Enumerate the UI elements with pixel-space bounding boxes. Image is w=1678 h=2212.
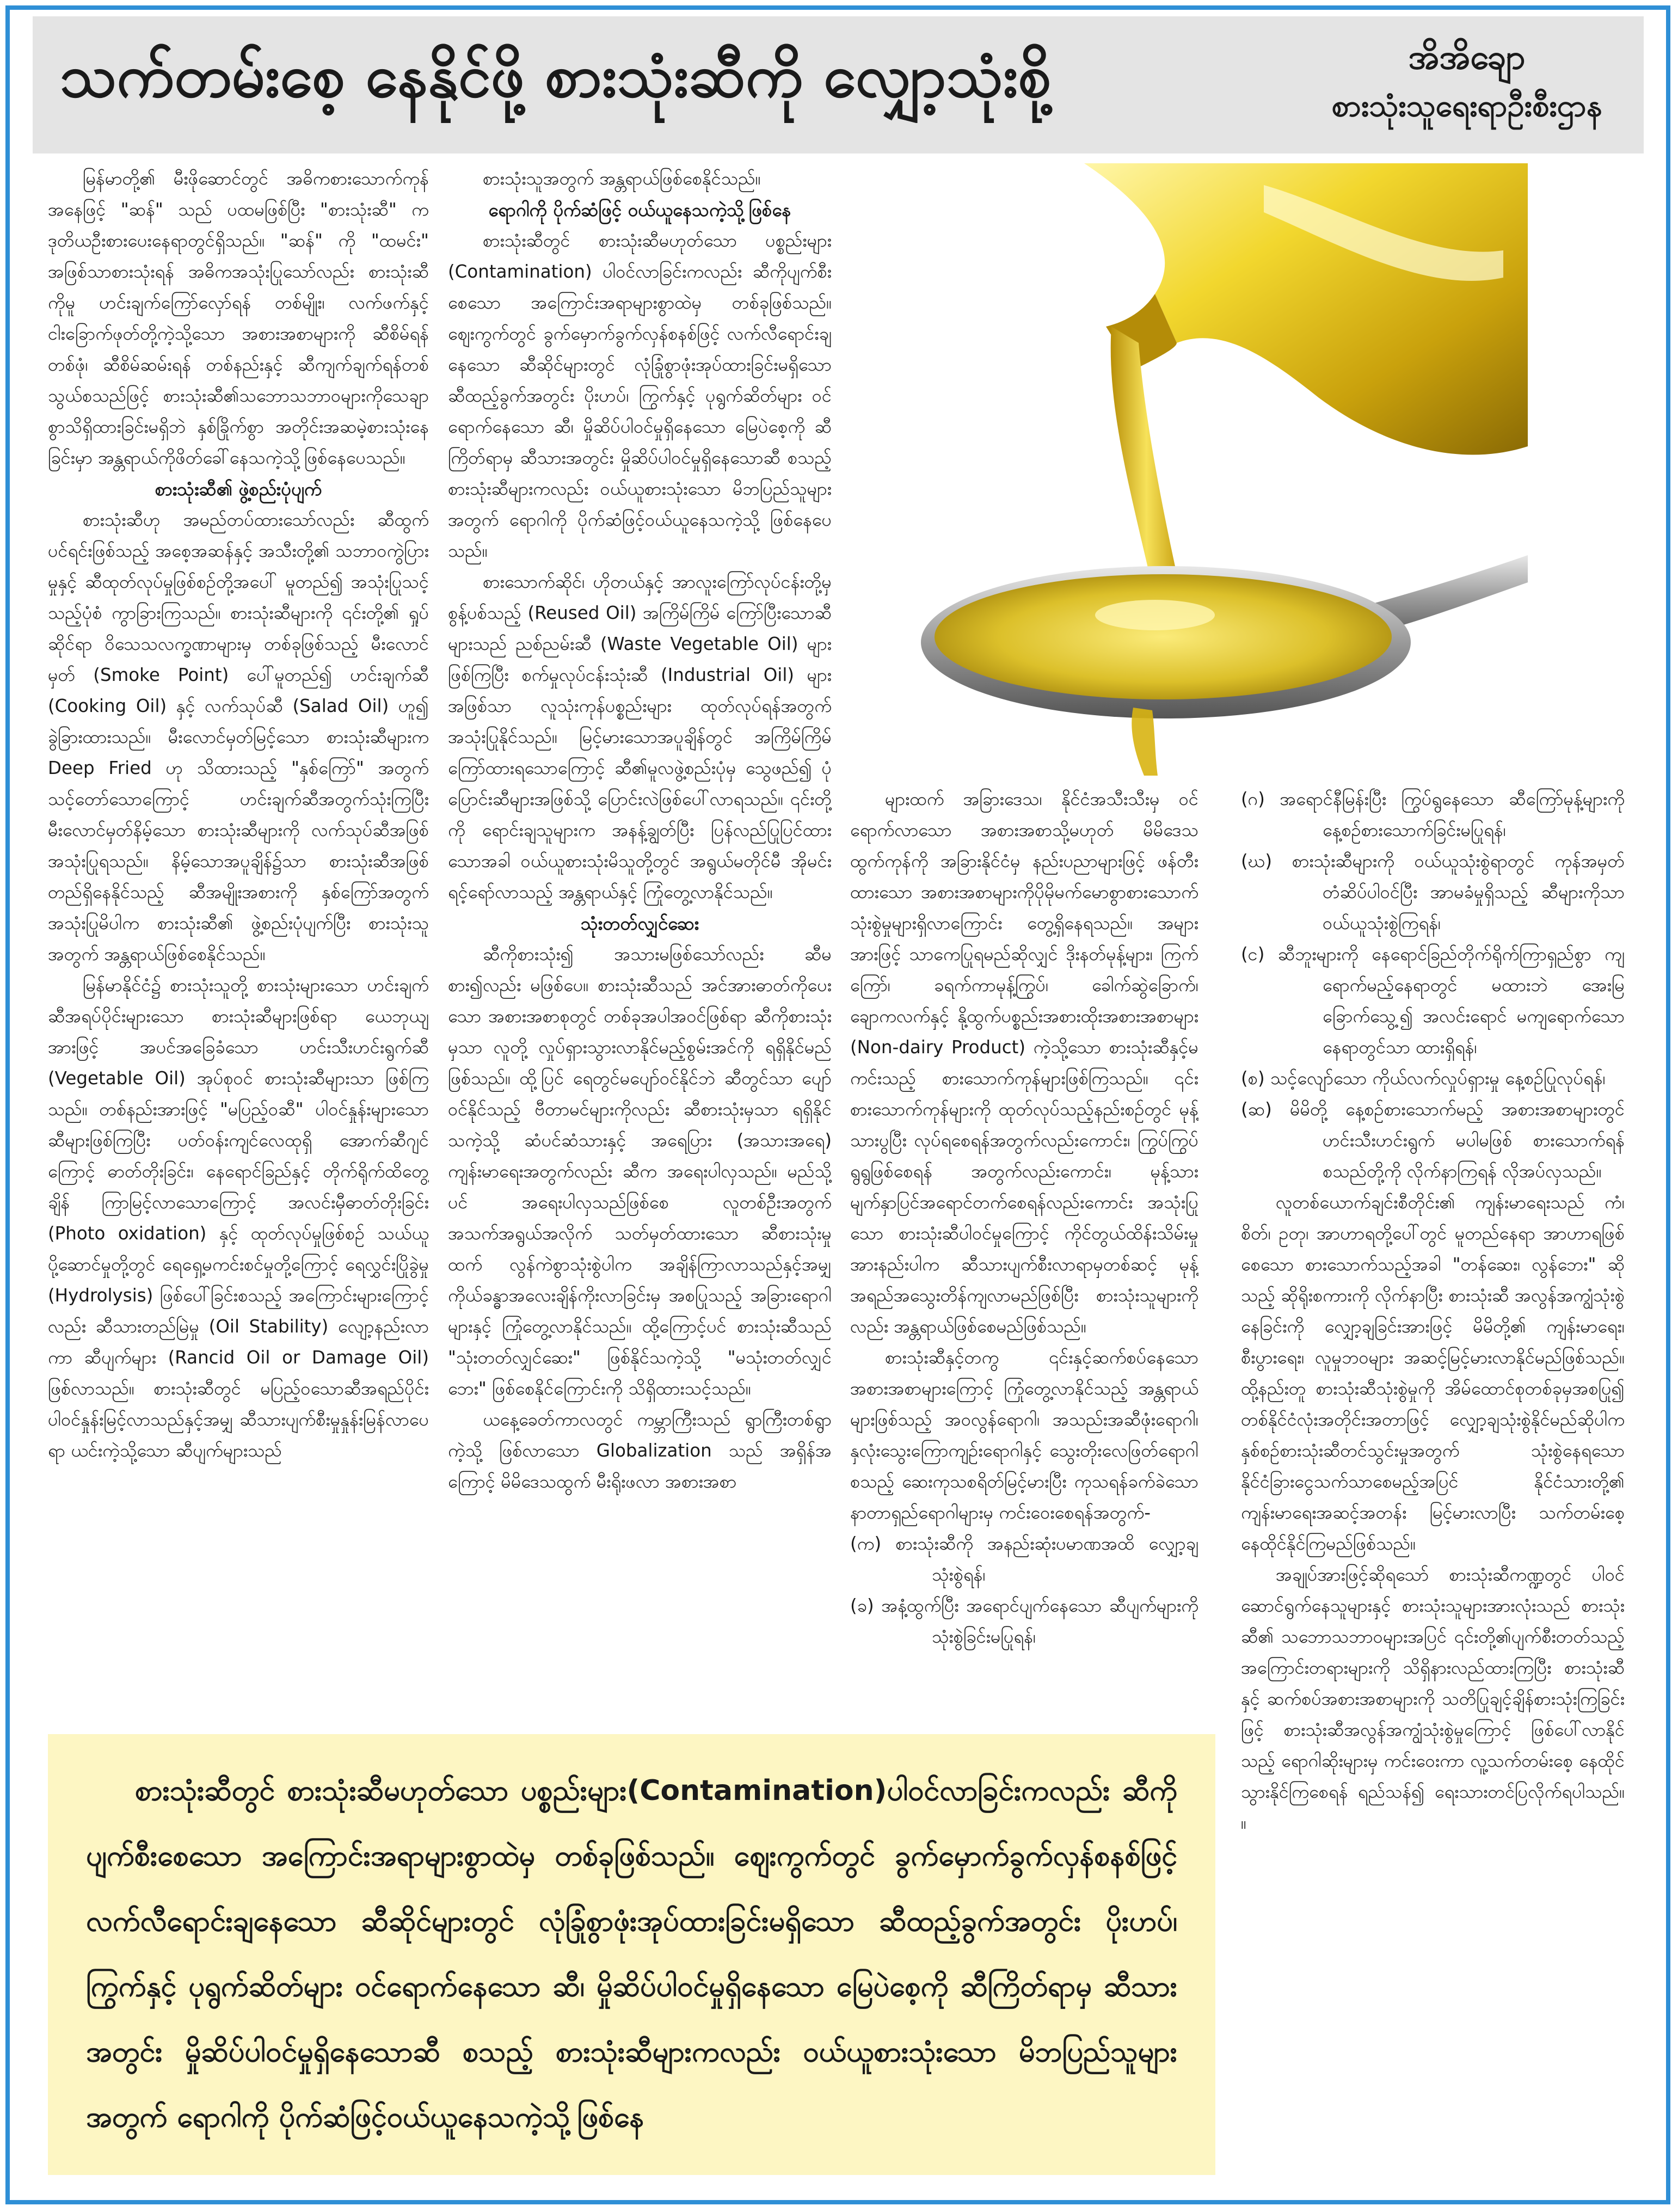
list-item: (ဆ) မိမိတို့ နေ့စဉ်စားသောက်မည့် အစားအစာများတွင် ဟင်းသီးဟင်းရွက် မပါမဖြစ် စားသောက်ရန် စသည်တို့ကို လိုက်နာကြရန် လိုအပ်လှသည်။ <box>1241 1099 1625 1182</box>
col4-paragraph-1: လူတစ်ယောက်ချင်းစီတိုင်း၏ ကျန်းမာရေးသည် ကံ၊ စိတ်၊ ဥတု၊ အာဟာရတို့ပေါ်တွင် မူတည်နေရာ အာဟာရဖြစ်စေသော စားသောက်သည့်အခါ "တန်ဆေး၊ လွန်ဘေး" ဆိုသည့် ဆိုရိုးစကားကို လိုက်နာပြီး စားသုံးဆီ အလွန်အကျွံသုံးစွဲနေခြင်းကို လျှော့ချခြင်းအားဖြင့် မိမိတို့၏ ကျန်းမာရေး၊ စီးပွားရေး၊ လူမှုဘဝများ အဆင့်မြင့်မားလာနိုင်မည်ဖြစ်သည်။ ထို့နည်းတူ စားသုံးဆီသုံးစွဲမှုကို အိမ်ထောင်စုတစ်ခုမှအစပြု၍ တစ်နိုင်ငံလုံးအတိုင်းအတာဖြင့် လျှော့ချသုံးစွဲနိုင်မည်ဆိုပါက နှစ်စဉ်စားသုံးဆီတင်သွင်းမှုအတွက် သုံးစွဲနေရသော နိုင်ငံခြားငွေသက်သာစေမည့်အပြင် နိုင်ငံသားတို့၏ ကျန်းမာရေးအဆင့်အတန်း မြင့်မားလာပြီး သက်တမ်းစေ့ နေထိုင်နိုင်ကြမည်ဖြစ်သည်။ <box>1241 1192 1625 1554</box>
column-2 <box>448 163 832 1731</box>
col2-subheading-2: သုံးတတ်လျှင်ဆေး <box>580 913 699 934</box>
author-organization: စားသုံးသူရေးရာဦးစီးဌာန <box>1331 88 1602 124</box>
col2-paragraph-1: စားသုံးသူအတွက် အန္တရာယ်ဖြစ်စေနိုင်သည်။ <box>483 168 761 189</box>
oil-spoon-illustration <box>850 163 1528 776</box>
pull-quote-box <box>48 1734 1215 2175</box>
byline <box>1301 33 1633 142</box>
list-item: (င) ဆီဘူးများကို နေရောင်ခြည်တိုက်ရိုက်ကြာရှည်စွာ ကျရောက်မည့်နေရာတွင် မထားဘဲ အေးမြခြောက်သွေ့၍ အလင်းရောင် မကျရောက်သောနေရာတွင်သာ ထားရှိရန်၊ <box>1241 944 1625 1058</box>
oil-pouring-photo <box>850 163 1528 776</box>
col2-subheading-1: ရောဂါကို ပိုက်ဆံဖြင့် ဝယ်ယူနေသကဲ့သို့ဖြစ်နေ <box>488 199 791 220</box>
col4-paragraph-2: အချုပ်အားဖြင့်ဆိုရသော် စားသုံးဆီကဏ္ဍတွင် ပါဝင်ဆောင်ရွက်နေသူများနှင့် စားသုံးသူများအားလုံးသည် စားသုံးဆီ၏ သဘောသဘာဝများအပြင် ၎င်းတို့၏ပျက်စီးတတ်သည့် အကြောင်းတရားများကို သိရှိနားလည်ထားကြပြီး စားသုံးဆီနှင့် ဆက်စပ်အစားအစာများကို သတိပြုချင့်ချိန်စားသုံးကြခြင်းဖြင့် စားသုံးဆီအလွန်အကျွံသုံးစွဲမှုကြောင့် ဖြစ်ပေါ်လာနိုင်သည့် ရောဂါဆိုးများမှ ကင်းဝေးကာ လူ့သက်တမ်းစေ့ နေထိုင်သွားနိုင်ကြစေရန် ရည်သန်၍ ရေးသားတင်ပြလိုက်ရပါသည်။ ။ <box>1241 1564 1625 1833</box>
col3-paragraph-2: စားသုံးဆီနှင့်တကွ ၎င်းနှင့်ဆက်စပ်နေသော အစားအစာများကြောင့် ကြုံတွေ့လာနိုင်သည့် အန္တရာယ်များဖြစ်သည့် အဝလွန်ရောဂါ၊ အသည်းအဆီဖုံးရောဂါ၊ နှလုံးသွေးကြောကျဉ်းရောဂါနှင့် သွေးတိုးလေဖြတ်ရောဂါစသည့် ဆေးကုသစရိတ်မြင့်မားပြီး ကုသရန်ခက်ခဲသော နာတာရှည်ရောဂါများမှ ကင်းဝေးစေရန်အတွက်- <box>850 1347 1198 1523</box>
col1-subheading-1: စားသုံးဆီ၏ ဖွဲ့စည်းပုံပျက် <box>155 478 322 500</box>
col2-paragraph-3: စားသောက်ဆိုင်၊ ဟိုတယ်နှင့် အာလူးကြော်လုပ်ငန်းတို့မှ စွန့်ပစ်သည့် (Reused Oil) အကြိမ်ကြိမ် ကြော်ပြီးသောဆီများသည် ညစ်ညမ်းဆီ (Waste Vegetable Oil) များဖြစ်ကြပြီး စက်မှုလုပ်ငန်းသုံးဆီ (Industrial Oil) များအဖြစ်သာ လူသုံးကုန်ပစ္စည်းများ ထုတ်လုပ်ရန်အတွက် အသုံးပြုနိုင်သည်။ မြင့်မားသောအပူချိန်တွင် အကြိမ်ကြိမ်ကြော်ထားရသောကြောင့် ဆီ၏မူလဖွဲ့စည်းပုံမှ သွေဖည်၍ ပုံပြောင်းဆီများအဖြစ်သို့ ပြောင်းလဲဖြစ်ပေါ်လာရသည်။ ၎င်းတို့ကို ရောင်းချသူများက အနန့်ချွတ်ပြီး ပြန်လည်ပြုပြင်ထားသောအခါ ဝယ်ယူစားသုံးမိသူတို့တွင် အရွယ်မတိုင်မီ အိုမင်းရင့်ရော်လာသည့် အန္တရာယ်နှင့် ကြုံတွေ့လာနိုင်သည်။ <box>448 572 832 902</box>
list-item: (စ) သင့်လျော်သော ကိုယ်လက်လှုပ်ရှားမှု နေ့စဉ်ပြုလုပ်ရန်၊ <box>1241 1068 1606 1089</box>
column-1 <box>48 163 429 1731</box>
list-item: (ဃ) စားသုံးဆီများကို ဝယ်ယူသုံးစွဲရာတွင် ကုန်အမှတ်တံဆိပ်ပါဝင်ပြီး အာမခံမှုရှိသည့် ဆီများကိုသာ ဝယ်ယူသုံးစွဲကြရန်၊ <box>1241 851 1625 933</box>
col1-paragraph-1: မြန်မာတို့၏ မီးဖိုဆောင်တွင် အဓိကစားသောက်ကုန်အနေဖြင့် "ဆန်" သည် ပထမဖြစ်ပြီး "စားသုံးဆီ" က ဒုတိယဦးစားပေးနေရာတွင်ရှိသည်။ "ဆန်" ကို "ထမင်း" အဖြစ်သာစားသုံးရန် အဓိကအသုံးပြုသော်လည်း စားသုံးဆီကိုမူ ဟင်းချက်ကြော်လှော်ရန် တစ်မျိုး၊ လက်ဖက်နှင့် ငါးခြောက်ဖုတ်တို့ကဲ့သို့သော အစားအစာများကို ဆီစိမ်ရန်တစ်ဖုံ၊ ဆီစိမ်ဆမ်းရန် တစ်နည်းနှင့် ဆီကျက်ချက်ရန်တစ်သွယ်စသည်ဖြင့် စားသုံးဆီ၏သဘောသဘာဝများကိုသေချာစွာသိရှိထားခြင်းမရှိဘဲ နှစ်ခြိုက်စွာ အတိုင်းအဆမဲ့စားသုံးနေခြင်းမှာ အန္တရာယ်ကိုဖိတ်ခေါ်နေသကဲ့သို့ဖြစ်နေပေသည်။ <box>48 168 429 468</box>
col1-paragraph-3: မြန်မာနိုင်ငံ၌ စားသုံးသူတို့ စားသုံးများသော ဟင်းချက်ဆီအရပ်ပိုင်းများသော စားသုံးဆီများဖြစ်ရာ ယေဘုယျအားဖြင့် အပင်အခြေခံသော ဟင်းသီးဟင်းရွက်ဆီ (Vegetable Oil) အုပ်စုဝင် စားသုံးဆီများသာ ဖြစ်ကြသည်။ တစ်နည်းအားဖြင့် "မပြည့်ဝဆီ" ပါဝင်နှုန်းများသော ဆီများဖြစ်ကြပြီး ပတ်ဝန်းကျင်လေထုရှိ အောက်ဆီဂျင်ကြောင့် ဓာတ်တိုးခြင်း၊ နေရောင်ခြည်နှင့် တိုက်ရိုက်ထိတွေ့ချိန် ကြာမြင့်လာသောကြောင့် အလင်းမှီဓာတ်တိုးခြင်း (Photo oxidation) နှင့် ထုတ်လုပ်မှုဖြစ်စဉ် သယ်ယူပို့ဆောင်မှုတို့တွင် ရေရှေ့မကင်းစင်မှုတို့ကြောင့် ရေလွှင်းပြိုခွဲမှု (Hydrolysis) ဖြစ်ပေါ်ခြင်းစသည့် အကြောင်းများကြောင့်လည်း ဆီသားတည်မြဲမှု (Oil Stability) လျော့နည်းလာကာ ဆီပျက်များ (Rancid Oil or Damage Oil) ဖြစ်လာသည်။ စားသုံးဆီတွင် မပြည့်ဝသောဆီအရည်ပိုင်း ပါဝင်နှုန်းမြင့်လာသည်နှင့်အမျှ ဆီသားပျက်စီးမှုနှုန်းမြန်လာပေရာ ယင်းကဲ့သို့သော ဆီပျက်များသည် <box>48 975 429 1461</box>
column-4 <box>1241 784 1625 2177</box>
col4-advice-list <box>1241 784 1625 1187</box>
list-item: (က) စားသုံးဆီကို အနည်းဆုံးပမာဏအထိ လျှော့ချသုံးစွဲရန်၊ <box>850 1533 1198 1585</box>
col2-paragraph-4: ဆီကိုစားသုံး၍ အသားမဖြစ်သော်လည်း ဆီမစား၍လည်း မဖြစ်ပေ။ စားသုံးဆီသည် အင်အားဓာတ်ကိုပေးသော အစားအစာစုတွင် တစ်ခုအပါအဝင်ဖြစ်ရာ ဆီကိုစားသုံးမှသာ လူတို့ လှုပ်ရှားသွားလာနိုင်မည့်စွမ်းအင်ကို ရရှိနိုင်မည်ဖြစ်သည်။ ထို့ပြင် ရေတွင်မပျော်ဝင်နိုင်ဘဲ ဆီတွင်သာ ပျော်ဝင်နိုင်သည့် ဗီတာမင်များကိုလည်း ဆီစားသုံးမှသာ ရရှိနိုင်သကဲ့သို့ ဆံပင်ဆံသားနှင့် အရေပြား (အသားအရေ) ကျန်းမာရေးအတွက်လည်း ဆီက အရေးပါလှသည်။ မည်သို့ပင် အရေးပါလှသည်ဖြစ်စေ လူတစ်ဦးအတွက် အသက်အရွယ်အလိုက် သတ်မှတ်ထားသော ဆီစားသုံးမှုထက် လွန်ကဲစွာသုံးစွဲပါက အချိန်ကြာလာသည်နှင့်အမျှ ကိုယ်ခန္ဓာအလေးချိန်ကိုးလာခြင်းမှ အစပြုသည့် အခြားရောဂါများနှင့် ကြုံတွေ့လာနိုင်သည်။ ထို့ကြောင့်ပင် စားသုံးဆီသည် "သုံးတတ်လျှင်ဆေး" ဖြစ်နိုင်သကဲ့သို့ "မသုံးတတ်လျှင် ဘေး" ဖြစ်စေနိုင်ကြောင်းကို သိရှိထားသင့်သည်။ <box>448 944 832 1399</box>
col1-paragraph-2: စားသုံးဆီဟု အမည်တပ်ထားသော်လည်း ဆီထွက်ပင်ရင်းဖြစ်သည့် အစေ့အဆန်နှင့် အသီးတို့၏ သဘာဝကွဲပြားမှုနှင့် ဆီထုတ်လုပ်မှုဖြစ်စဉ်တို့အပေါ် မူတည်၍ အသုံးပြုသင့်သည့်ပုံစံ ကွာခြားကြသည်။ စားသုံးဆီများကို ၎င်းတို့၏ ရှုပ်ဆိုင်ရာ ဝိသေသလက္ခဏာများမှ တစ်ခုဖြစ်သည့် မီးလောင်မှတ် (Smoke Point) ပေါ်မူတည်၍ ဟင်းချက်ဆီ (Cooking Oil) နှင့် လက်သုပ်ဆီ (Salad Oil) ဟူ၍ ခွဲခြားထားသည်။ မီးလောင်မှတ်မြင့်သော စားသုံးဆီများက Deep Fried ဟု သိထားသည့် "နှစ်ကြော်" အတွက် သင့်တော်သောကြောင့် ဟင်းချက်ဆီအတွက်သုံးကြပြီး မီးလောင်မှတ်နိမ့်သော စားသုံးဆီများကို လက်သုပ်ဆီအဖြစ် အသုံးပြုရသည်။ နိမ့်သောအပူချိန်၌သာ စားသုံးဆီအဖြစ် တည်ရှိနေနိုင်သည့် ဆီအမျိုးအစားကို နှစ်ကြော်အတွက် အသုံးပြုမိပါက စားသုံးဆီ၏ ဖွဲ့စည်းပုံပျက်ပြီး စားသုံးသူအတွက် အန္တရာယ်ဖြစ်စေနိုင်သည်။ <box>48 509 429 964</box>
column-3 <box>850 784 1198 1731</box>
col3-advice-list <box>850 1528 1198 1652</box>
article-title: သက်တမ်းစေ့ နေနိုင်ဖို့ စားသုံးဆီကို လျှော့သုံးစို့ <box>60 42 1052 110</box>
pull-quote-text: စားသုံးဆီတွင် စားသုံးဆီမဟုတ်သော ပစ္စည်းများ(Contamination)ပါဝင်လာခြင်းကလည်း ဆီကို ပျက်စီးစေသော အကြောင်းအရာများစွာထဲမှ တစ်ခုဖြစ်သည်။ ဈေးကွက်တွင် ခွက်မှောက်ခွက်လှန်စနစ်ဖြင့် လက်လီရောင်းချနေသော ဆီဆိုင်များတွင် လုံခြုံစွာဖုံးအုပ်ထားခြင်းမရှိသော ဆီထည့်ခွက်အတွင်း ပိုးဟပ်၊ ကြွက်နှင့် ပုရွက်ဆိတ်များ ဝင်ရောက်နေသော ဆီ၊ မှိုဆိပ်ပါဝင်မှုရှိနေသော မြေပဲစေ့ကို ဆီကြိတ်ရာမှ ဆီသားအတွင်း မှိုဆိပ်ပါဝင်မှုရှိနေသောဆီ စသည့် စားသုံးဆီများကလည်း ဝယ်ယူစားသုံးသော မိဘပြည်သူများအတွက် ရောဂါကို ပိုက်ဆံဖြင့်ဝယ်ယူနေသကဲ့သို့ဖြစ်နေ <box>86 1774 1177 2134</box>
col2-paragraph-2: စားသုံးဆီတွင် စားသုံးဆီမဟုတ်သော ပစ္စည်းများ (Contamination) ပါဝင်လာခြင်းကလည်း ဆီကိုပျက်စီးစေသော အကြောင်းအရာများစွာထဲမှ တစ်ခုဖြစ်သည်။ ဈေးကွက်တွင် ခွက်မှောက်ခွက်လှန်စနစ်ဖြင့် လက်လီရောင်းချနေသော ဆီဆိုင်များတွင် လုံခြုံစွာဖုံးအုပ်ထားခြင်းမရှိသော ဆီထည့်ခွက်အတွင်း ပိုးဟပ်၊ ကြွက်နှင့် ပုရွက်ဆိတ်များ ဝင်ရောက်နေသော ဆီ၊ မှိုဆိပ်ပါဝင်မှုရှိနေသော မြေပဲစေ့ကို ဆီကြိတ်ရာမှ ဆီသားအတွင်း မှိုဆိပ်ပါဝင်မှုရှိနေသောဆီ စသည့် စားသုံးဆီများကလည်း ဝယ်ယူစားသုံးသော မိဘပြည်သူများအတွက် ရောဂါကို ပိုက်ဆံဖြင့်ဝယ်ယူနေသကဲ့သို့ ဖြစ်နေပေသည်။ <box>448 230 832 561</box>
list-item: (ဂ) အရောင်နီမြန်းပြီး ကြွပ်ရွနေသော ဆီကြော်မုန့်များကို နေ့စဉ်စားသောက်ခြင်းမပြုရန်၊ <box>1241 789 1625 840</box>
list-item: (ခ) အနံ့ထွက်ပြီး အရောင်ပျက်နေသော ဆီပျက်များကို သုံးစွဲခြင်းမပြုရန်၊ <box>850 1595 1198 1647</box>
col2-paragraph-5: ယနေ့ခေတ်ကာလတွင် ကမ္ဘာကြီးသည် ရွာကြီးတစ်ရွာကဲ့သို့ ဖြစ်လာသော Globalization သည် အရှိန်အကြောင့် မိမိဒေသထွက် မီးရိုးဖလာ အစားအစာ <box>448 1409 832 1492</box>
author-name: အိအိချော <box>1408 37 1526 77</box>
col3-paragraph-1: များထက် အခြားဒေသ၊ နိုင်ငံအသီးသီးမှ ဝင်ရောက်လာသော အစားအစာသို့မဟုတ် မိမိဒေသထွက်ကုန်ကို အခြားနိုင်ငံမှ နည်းပညာများဖြင့် ဖန်တီးထားသော အစားအစာများကိုပိုမိုမက်မောစွာစားသောက်သုံးစွဲမှုများရှိလာကြောင်း တွေ့ရှိနေရသည်။ အများအားဖြင့် သာကေပြုရမည်ဆိုလျှင် ဒိုးနတ်မုန့်များ၊ ကြက်ကြော်၊ ခရက်ကာမုန့်ကြွပ်၊ ခေါက်ဆွဲခြောက်၊ ချောကလက်နှင့် နို့ထွက်ပစ္စည်းအစားထိုးအစားအစာများ (Non-dairy Product) ကဲ့သို့သော စားသုံးဆီနှင့်မကင်းသည့် စားသောက်ကုန်များဖြစ်ကြသည်။ ၎င်းစားသောက်ကုန်များကို ထုတ်လုပ်သည့်နည်းစဉ်တွင် မုန့်သားပွပြီး လုပ်ရစေရန်အတွက်လည်းကောင်း၊ ကြွပ်ကြွပ်ရွရွဖြစ်စေရန် အတွက်လည်းကောင်း၊ မုန့်သားမျက်နှာပြင်အရောင်တက်စေရန်လည်းကောင်း အသုံးပြုသော စားသုံးဆီပါဝင်မှုကြောင့် ကိုင်တွယ်ထိန်းသိမ်းမှုအားနည်းပါက ဆီသားပျက်စီးလာရာမှတစ်ဆင့် မုန့်အရည်အသွေးတိန်ကျလာမည်ဖြစ်ပြီး စားသုံးသူများကိုလည်း အန္တရာယ်ဖြစ်စေမည်ဖြစ်သည်။ <box>850 789 1198 1337</box>
